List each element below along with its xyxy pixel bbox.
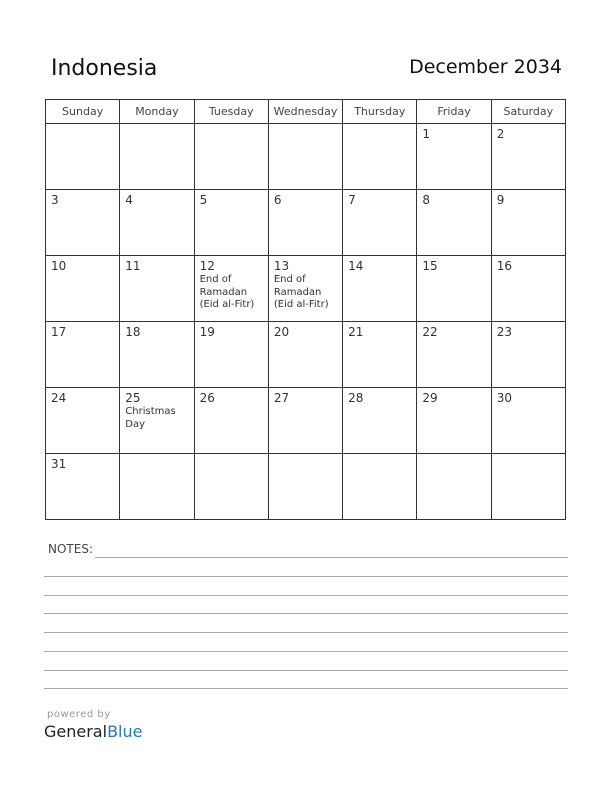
holiday-label: Christmas Day — [125, 406, 176, 430]
holiday-label: End of Ramadan (Eid al-Fitr) — [273, 274, 329, 310]
weekday-header: Friday — [417, 100, 491, 124]
day-number: 3 — [51, 193, 59, 207]
day-number: 5 — [199, 193, 208, 207]
day-cell[interactable] — [194, 322, 268, 388]
note-line — [44, 688, 568, 689]
day-cell[interactable] — [417, 256, 491, 322]
day-cell[interactable] — [194, 454, 268, 520]
day-cell[interactable] — [46, 388, 120, 454]
note-line — [44, 670, 568, 671]
day-cell[interactable] — [417, 322, 491, 388]
day-cell[interactable] — [46, 454, 120, 520]
day-number: 28 — [348, 391, 364, 405]
day-cell[interactable] — [268, 256, 342, 322]
day-cell[interactable] — [343, 322, 417, 388]
day-number: 19 — [199, 325, 215, 339]
day-cell[interactable] — [120, 124, 194, 190]
day-cell[interactable] — [46, 124, 120, 190]
day-number: 2 — [496, 127, 505, 141]
day-cell[interactable] — [120, 190, 194, 256]
day-cell[interactable] — [268, 454, 342, 520]
day-number: 23 — [496, 325, 512, 339]
day-cell[interactable] — [194, 190, 268, 256]
note-line — [44, 576, 568, 577]
day-number: 9 — [496, 193, 505, 207]
day-number: 12 — [199, 259, 215, 273]
note-line — [44, 613, 568, 614]
day-cell[interactable] — [120, 388, 194, 454]
week-row — [46, 124, 566, 190]
day-cell[interactable] — [268, 124, 342, 190]
day-number: 8 — [422, 193, 431, 207]
day-number: 4 — [125, 193, 133, 207]
day-cell[interactable] — [46, 190, 120, 256]
day-number: 20 — [273, 325, 290, 339]
powered-by-text: powered by — [47, 709, 111, 720]
day-cell[interactable] — [194, 388, 268, 454]
day-number: 17 — [51, 325, 67, 339]
day-cell[interactable] — [417, 388, 491, 454]
day-number: 21 — [348, 325, 364, 339]
day-number: 1 — [422, 127, 431, 141]
day-number: 22 — [422, 325, 438, 339]
day-cell[interactable] — [491, 388, 565, 454]
note-line — [44, 651, 568, 652]
day-number: 18 — [125, 325, 141, 339]
day-cell[interactable] — [120, 256, 194, 322]
day-cell[interactable] — [194, 124, 268, 190]
weekday-header-row — [46, 100, 566, 124]
day-cell[interactable] — [491, 190, 565, 256]
weekday-header: Monday — [120, 100, 194, 124]
weekday-header: Wednesday — [268, 100, 342, 124]
day-cell[interactable] — [491, 124, 565, 190]
weekday-header: Tuesday — [194, 100, 268, 124]
day-cell[interactable] — [343, 454, 417, 520]
week-row — [46, 454, 566, 520]
country-title: Indonesia — [51, 56, 158, 81]
day-number: 10 — [51, 259, 67, 273]
day-cell[interactable] — [120, 322, 194, 388]
weekday-header: Saturday — [491, 100, 565, 124]
week-row — [46, 388, 566, 454]
day-cell[interactable] — [491, 454, 565, 520]
day-cell[interactable] — [268, 322, 342, 388]
day-number: 27 — [273, 391, 290, 405]
day-cell[interactable] — [268, 190, 342, 256]
day-cell[interactable] — [491, 322, 565, 388]
weekday-header: Sunday — [46, 100, 120, 124]
day-cell[interactable] — [46, 322, 120, 388]
day-number: 26 — [199, 391, 215, 405]
day-cell[interactable] — [491, 256, 565, 322]
brand-name-part1: General — [44, 722, 108, 741]
day-number: 29 — [422, 391, 438, 405]
day-cell[interactable] — [46, 256, 120, 322]
day-number: 11 — [125, 259, 141, 273]
day-cell[interactable] — [417, 190, 491, 256]
note-line — [44, 632, 568, 633]
day-cell[interactable] — [194, 256, 268, 322]
month-year-title: December 2034 — [409, 56, 562, 78]
day-cell[interactable] — [268, 388, 342, 454]
day-number: 24 — [51, 391, 67, 405]
day-cell[interactable] — [343, 256, 417, 322]
day-number: 25 — [125, 391, 141, 405]
day-number: 6 — [273, 193, 282, 207]
week-row — [46, 322, 566, 388]
notes-label: NOTES: — [48, 542, 93, 556]
day-number: 31 — [51, 457, 67, 471]
week-row — [46, 256, 566, 322]
holiday-label: End of Ramadan (Eid al-Fitr) — [199, 274, 255, 310]
note-line — [95, 557, 568, 558]
weekday-header: Thursday — [343, 100, 417, 124]
day-number: 13 — [273, 259, 290, 273]
day-number: 7 — [348, 193, 356, 207]
brand-name-part2: Blue — [107, 722, 143, 741]
day-cell[interactable] — [343, 388, 417, 454]
day-cell[interactable] — [343, 190, 417, 256]
brand-logo[interactable] — [44, 722, 142, 741]
day-cell[interactable] — [120, 454, 194, 520]
note-line — [44, 595, 568, 596]
calendar-grid — [45, 99, 566, 520]
day-number: 16 — [496, 259, 512, 273]
day-cell[interactable] — [343, 124, 417, 190]
day-number: 30 — [496, 391, 512, 405]
week-row — [46, 190, 566, 256]
day-number: 15 — [422, 259, 438, 273]
day-number: 14 — [348, 259, 364, 273]
day-cell[interactable] — [417, 124, 491, 190]
day-cell[interactable] — [417, 454, 491, 520]
